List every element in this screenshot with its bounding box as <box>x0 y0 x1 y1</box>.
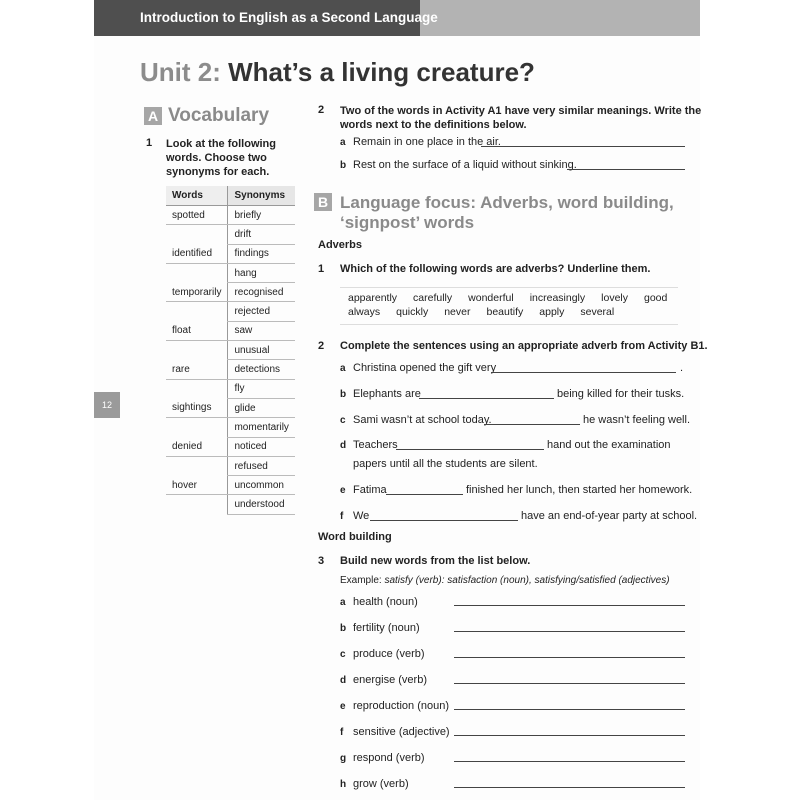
section-a-title: Vocabulary <box>168 105 270 126</box>
word-item[interactable]: apply <box>539 306 565 318</box>
b3-item: energise (verb) <box>353 674 427 686</box>
word-cell <box>166 341 228 360</box>
page-number: 12 <box>94 392 120 418</box>
table-row <box>166 225 295 244</box>
b3-item: grow (verb) <box>353 778 409 790</box>
b2-a-answer-line[interactable] <box>491 372 676 373</box>
b1-number: 1 <box>318 263 325 275</box>
table-row <box>166 476 295 495</box>
table-row <box>166 244 295 263</box>
a1-number: 1 <box>146 137 153 149</box>
word-item[interactable]: lovely <box>601 292 628 304</box>
word-cell <box>166 379 228 398</box>
a2-answer-line-b[interactable] <box>567 169 685 170</box>
a2-letter-b: b <box>340 160 347 171</box>
a2-line: Two of the words in Activity A1 have very similar meanings. Write the <box>340 105 702 117</box>
unit-title <box>140 57 535 88</box>
word-building-heading: Word building <box>318 531 392 543</box>
word-cell <box>166 456 228 475</box>
a1-instructions <box>166 137 276 179</box>
b2-instructions: Complete the sentences using an appropriate adverb from Activity B1. <box>340 340 708 352</box>
synonym-cell: detections <box>228 360 295 379</box>
word-item[interactable]: increasingly <box>529 292 586 304</box>
b2-d-line2: papers until all the students are silent. <box>353 458 538 470</box>
synonym-cell: unusual <box>228 341 295 360</box>
synonym-cell: fly <box>228 379 295 398</box>
b2-f-text: We <box>353 510 370 522</box>
word-cell: sightings <box>166 398 228 417</box>
table-header-row <box>166 186 295 206</box>
synonym-cell: drift <box>228 225 295 244</box>
b3-item: health (noun) <box>353 596 418 608</box>
synonym-cell: glide <box>228 398 295 417</box>
b2-letter-a: a <box>340 363 346 374</box>
b2-d-text: Teachers <box>353 439 398 451</box>
unit-label: Unit 2: <box>140 57 221 87</box>
table-row <box>166 437 295 456</box>
a2-instructions <box>340 104 701 132</box>
a1-line: synonyms for each. <box>166 166 270 178</box>
a1-line: Look at the following <box>166 138 276 150</box>
b3-item: sensitive (adjective) <box>353 726 450 738</box>
b3-answer-line[interactable] <box>454 631 685 632</box>
b2-d-answer-line[interactable] <box>396 449 544 450</box>
b3-answer-line[interactable] <box>454 735 685 736</box>
a2-letter-a: a <box>340 137 346 148</box>
synonym-cell: momentarily <box>228 418 295 437</box>
table-row <box>166 341 295 360</box>
b3-answer-line[interactable] <box>454 657 685 658</box>
a2-item-a: Remain in one place in the air. <box>353 136 501 148</box>
word-cell <box>166 495 228 514</box>
word-cell: float <box>166 321 228 340</box>
word-cell: identified <box>166 244 228 263</box>
a2-item-b: Rest on the surface of a liquid without sinking. <box>353 159 577 171</box>
b2-b-text: Elephants are <box>353 388 421 400</box>
example-text: satisfy (verb): satisfaction (noun), satisfying/satisfied (adjectives) <box>384 575 670 586</box>
synonym-cell: rejected <box>228 302 295 321</box>
b3-item: respond (verb) <box>353 752 425 764</box>
table-row <box>166 321 295 340</box>
table-row <box>166 283 295 302</box>
b3-letter: c <box>340 649 346 660</box>
table-row <box>166 398 295 417</box>
section-b-title-line: ‘signpost’ words <box>340 213 475 232</box>
a1-line: words. Choose two <box>166 152 267 164</box>
b2-letter-e: e <box>340 485 346 496</box>
b3-letter: g <box>340 753 347 764</box>
b3-letter: b <box>340 623 347 634</box>
b1-instructions: Which of the following words are adverbs? Underline them. <box>340 263 651 275</box>
synonym-cell: findings <box>228 244 295 263</box>
word-cell: hover <box>166 476 228 495</box>
b3-answer-line[interactable] <box>454 683 685 684</box>
word-cell: denied <box>166 437 228 456</box>
b2-letter-d: d <box>340 440 347 451</box>
b2-c-text: Sami wasn’t at school today. <box>353 414 492 426</box>
header-light-band <box>420 0 700 36</box>
a2-answer-line-a[interactable] <box>481 146 685 147</box>
synonym-cell: saw <box>228 321 295 340</box>
word-row-1 <box>348 292 683 304</box>
section-b-title <box>340 193 674 233</box>
b3-item: produce (verb) <box>353 648 425 660</box>
word-row-2 <box>348 306 630 318</box>
synonym-cell: noticed <box>228 437 295 456</box>
word-cell <box>166 225 228 244</box>
synonym-cell: uncommon <box>228 476 295 495</box>
synonym-cell: understood <box>228 495 295 514</box>
word-item[interactable]: apparently <box>348 292 398 304</box>
b2-e-text: Fatima <box>353 484 387 496</box>
word-cell: temporarily <box>166 283 228 302</box>
b2-number: 2 <box>318 340 325 352</box>
b3-letter: a <box>340 597 346 608</box>
b3-item: fertility (noun) <box>353 622 420 634</box>
section-a-badge: A <box>144 107 162 125</box>
synonym-cell: hang <box>228 263 295 282</box>
word-item[interactable]: good <box>644 292 668 304</box>
book-title: Introduction to English as a Second Language <box>140 10 438 25</box>
b3-letter: f <box>340 727 344 738</box>
section-b-title-line: Language focus: Adverbs, word building, <box>340 193 674 212</box>
a2-number: 2 <box>318 104 325 116</box>
b2-f-answer-line[interactable] <box>370 520 518 521</box>
b2-letter-f: f <box>340 511 344 522</box>
b3-item: reproduction (noun) <box>353 700 450 712</box>
word-item[interactable]: quickly <box>396 306 429 318</box>
b2-e-end: finished her lunch, then started her homework. <box>466 484 693 496</box>
b2-c-end: he wasn’t feeling well. <box>583 414 691 426</box>
table-row <box>166 495 295 514</box>
table-row <box>166 418 295 437</box>
b2-d-end: hand out the examination <box>547 439 671 451</box>
b3-example <box>340 575 670 586</box>
b3-number: 3 <box>318 555 325 567</box>
b2-e-answer-line[interactable] <box>386 494 463 495</box>
b2-letter-c: c <box>340 415 346 426</box>
b2-b-answer-line[interactable] <box>419 398 554 399</box>
word-cell <box>166 418 228 437</box>
b3-letter: h <box>340 779 347 790</box>
word-item[interactable]: always <box>348 306 381 318</box>
header-bar <box>94 0 700 36</box>
word-cell: rare <box>166 360 228 379</box>
b2-a-text: Christina opened the gift very <box>353 362 497 374</box>
synonym-cell: briefly <box>228 206 295 225</box>
word-item[interactable]: several <box>580 306 615 318</box>
b3-answer-line[interactable] <box>454 605 685 606</box>
b3-answer-line[interactable] <box>454 761 685 762</box>
table-row <box>166 206 295 225</box>
word-item[interactable]: carefully <box>413 292 453 304</box>
b2-a-end: . <box>680 362 684 374</box>
table-row <box>166 263 295 282</box>
b2-c-answer-line[interactable] <box>484 424 580 425</box>
b3-instructions: Build new words from the list below. <box>340 555 531 567</box>
b2-b-end: being killed for their tusks. <box>557 388 685 400</box>
word-cell <box>166 263 228 282</box>
table-row <box>166 456 295 475</box>
table-row <box>166 302 295 321</box>
b3-letter: e <box>340 701 346 712</box>
b2-f-end: have an end-of-year party at school. <box>521 510 698 522</box>
example-label: Example: <box>340 575 382 586</box>
a2-line: words next to the definitions below. <box>340 119 527 131</box>
table-row <box>166 360 295 379</box>
synonym-cell: refused <box>228 456 295 475</box>
word-item[interactable]: never <box>444 306 471 318</box>
unit-name: What’s a living creature? <box>228 57 535 87</box>
word-cell <box>166 302 228 321</box>
b2-letter-b: b <box>340 389 347 400</box>
section-b-badge: B <box>314 193 332 211</box>
col-header-synonyms: Synonyms <box>228 186 295 206</box>
b3-answer-line[interactable] <box>454 709 685 710</box>
synonym-cell: recognised <box>228 283 295 302</box>
col-header-words: Words <box>166 186 228 206</box>
table-row <box>166 379 295 398</box>
word-cell: spotted <box>166 206 228 225</box>
word-item[interactable]: wonderful <box>468 292 514 304</box>
b3-answer-line[interactable] <box>454 787 685 788</box>
b3-letter: d <box>340 675 347 686</box>
adverbs-heading: Adverbs <box>318 239 363 251</box>
word-item[interactable]: beautify <box>486 306 524 318</box>
vocabulary-table <box>166 186 295 515</box>
